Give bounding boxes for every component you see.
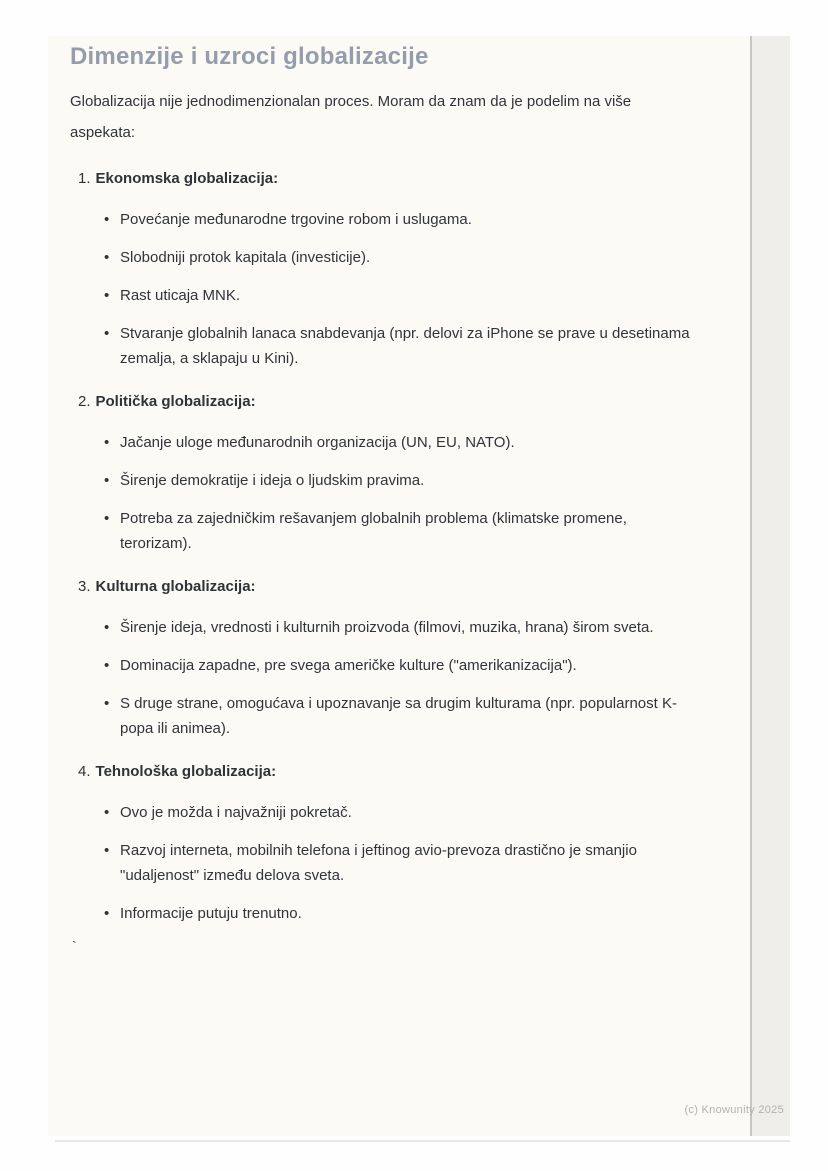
list-item — [70, 838, 705, 888]
list-item — [70, 901, 705, 926]
list-item — [70, 283, 705, 308]
list-item — [70, 800, 705, 825]
list-item-text: Informacije putuju trenutno. — [120, 905, 302, 922]
list-item-text: Povećanje međunarodne trgovine robom i uslugama. — [120, 211, 472, 228]
list-item — [70, 653, 705, 678]
section-label: Kulturna globalizacija: — [95, 578, 256, 595]
stray-backtick: ` — [72, 938, 77, 954]
section-label: Politička globalizacija: — [95, 393, 256, 410]
list-item-text: Stvaranje globalnih lanaca snabdevanja (npr. delovi za iPhone se prave u desetinama zemalja, a sklapaju u Kini). — [120, 325, 690, 367]
list-item — [70, 691, 705, 741]
bullet-icon: • — [104, 287, 110, 304]
section-4-list — [70, 800, 708, 926]
next-page-divider — [55, 1140, 790, 1142]
bullet-icon: • — [104, 510, 110, 527]
list-item-text: Ovo je možda i najvažniji pokretač. — [120, 804, 352, 821]
list-item — [70, 506, 705, 556]
list-item-text: Rast uticaja MNK. — [120, 287, 241, 304]
section-1-list — [70, 207, 708, 371]
bullet-icon: • — [104, 249, 110, 266]
section-heading-2 — [78, 389, 708, 414]
list-item-text: Širenje demokratije i ideja o ljudskim pravima. — [120, 472, 425, 489]
bullet-icon: • — [104, 695, 110, 712]
section-number: 1. — [78, 170, 91, 187]
bullet-icon: • — [104, 325, 110, 342]
section-label: Ekonomska globalizacija: — [95, 170, 279, 187]
list-item — [70, 615, 705, 640]
list-item-text: Dominacija zapadne, pre svega američke kulture ("amerikanizacija"). — [120, 657, 577, 674]
section-label: Tehnološka globalizacija: — [95, 763, 277, 780]
bullet-icon: • — [104, 804, 110, 821]
list-item-text: Razvoj interneta, mobilnih telefona i jeftinog avio-prevoza drastično je smanjio "udaljenost" između delova sveta. — [120, 842, 637, 884]
section-heading-1 — [78, 166, 708, 191]
list-item-text: Širenje ideja, vrednosti i kulturnih proizvoda (filmovi, muzika, hrana) širom sveta. — [120, 619, 654, 636]
list-item-text: Jačanje uloge međunarodnih organizacija (UN, EU, NATO). — [120, 434, 515, 451]
page-title: Dimenzije i uzroci globalizacije — [70, 43, 429, 70]
section-heading-4 — [78, 759, 708, 784]
list-item — [70, 321, 705, 371]
footer-copyright: (c) Knowunity 2025 — [684, 1104, 784, 1116]
list-item-text: Potreba za zajedničkim rešavanjem globalnih problema (klimatske promene, terorizam). — [120, 510, 627, 552]
section-2-list — [70, 430, 708, 556]
section-3-list — [70, 615, 708, 741]
section-number: 2. — [78, 393, 91, 410]
section-number: 4. — [78, 763, 91, 780]
bullet-icon: • — [104, 434, 110, 451]
bullet-icon: • — [104, 472, 110, 489]
list-item — [70, 245, 705, 270]
bullet-icon: • — [104, 211, 110, 228]
list-item — [70, 468, 705, 493]
list-item — [70, 430, 705, 455]
list-item-text: Slobodniji protok kapitala (investicije). — [120, 249, 371, 266]
bullet-icon: • — [104, 619, 110, 636]
bullet-icon: • — [104, 905, 110, 922]
document-page — [48, 36, 790, 1136]
list-item-text: S druge strane, omogućava i upoznavanje sa drugim kulturama (npr. popularnost K-popa ili animea). — [120, 695, 677, 737]
bullet-icon: • — [104, 842, 110, 859]
document-content — [48, 36, 708, 953]
list-item — [70, 207, 705, 232]
section-number: 3. — [78, 578, 91, 595]
section-heading-3 — [78, 574, 708, 599]
scrollbar-track[interactable] — [750, 36, 790, 1136]
intro-paragraph: Globalizacija nije jednodimenzionalan proces. Moram da znam da je podelim na više aspekata: — [70, 93, 632, 141]
bullet-icon: • — [104, 657, 110, 674]
